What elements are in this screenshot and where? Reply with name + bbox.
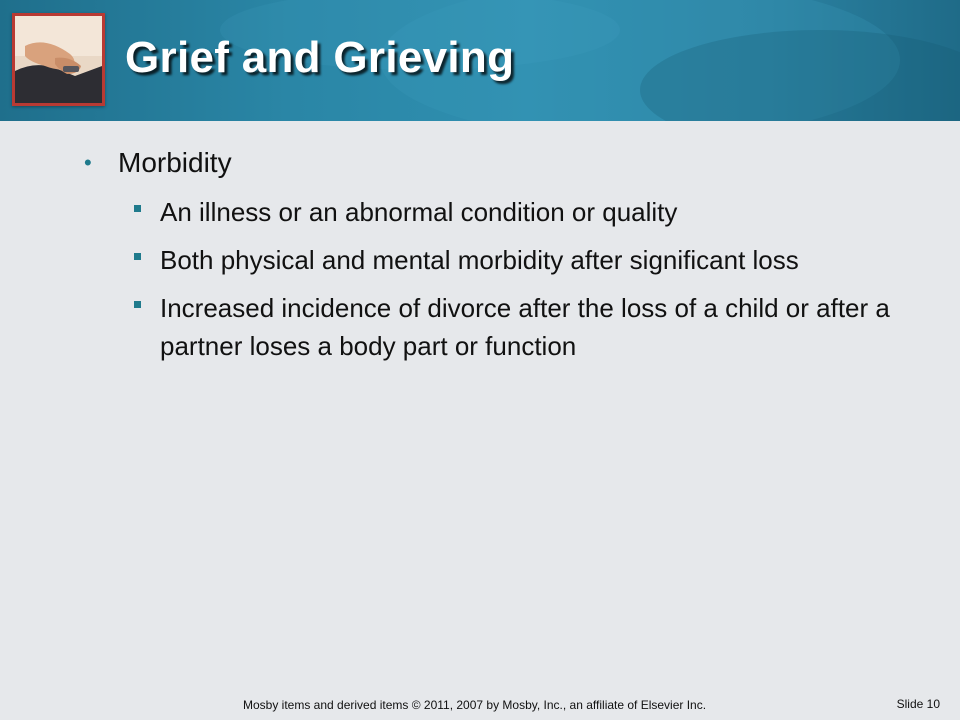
footer-copyright: Mosby items and derived items © 2011, 2007 by Mosby, Inc., an affiliate of Elsevier Inc. — [243, 698, 707, 712]
sub-bullet-item — [134, 241, 934, 279]
sub-bullet-item — [134, 289, 934, 365]
square-bullet-icon — [134, 193, 160, 212]
slide-title: Grief and Grieving — [125, 33, 515, 82]
sub-bullet-text: Increased incidence of divorce after the loss of a child or after a partner loses a body part or function — [160, 293, 890, 361]
header-banner — [0, 0, 960, 121]
bullet-text: Morbidity — [118, 147, 232, 178]
header-photo-frame — [12, 13, 105, 106]
bullet-morbidity — [84, 145, 232, 181]
square-bullet-icon — [134, 289, 160, 308]
round-bullet-icon: • — [84, 150, 92, 175]
hands-photo-icon — [15, 16, 102, 103]
sub-bullet-text: An illness or an abnormal condition or quality — [160, 197, 678, 227]
sub-bullet-item — [134, 193, 934, 231]
slide-number: Slide 10 — [896, 697, 940, 711]
sub-bullet-list — [134, 193, 934, 375]
square-bullet-icon — [134, 241, 160, 260]
sub-bullet-text: Both physical and mental morbidity after significant loss — [160, 245, 799, 275]
